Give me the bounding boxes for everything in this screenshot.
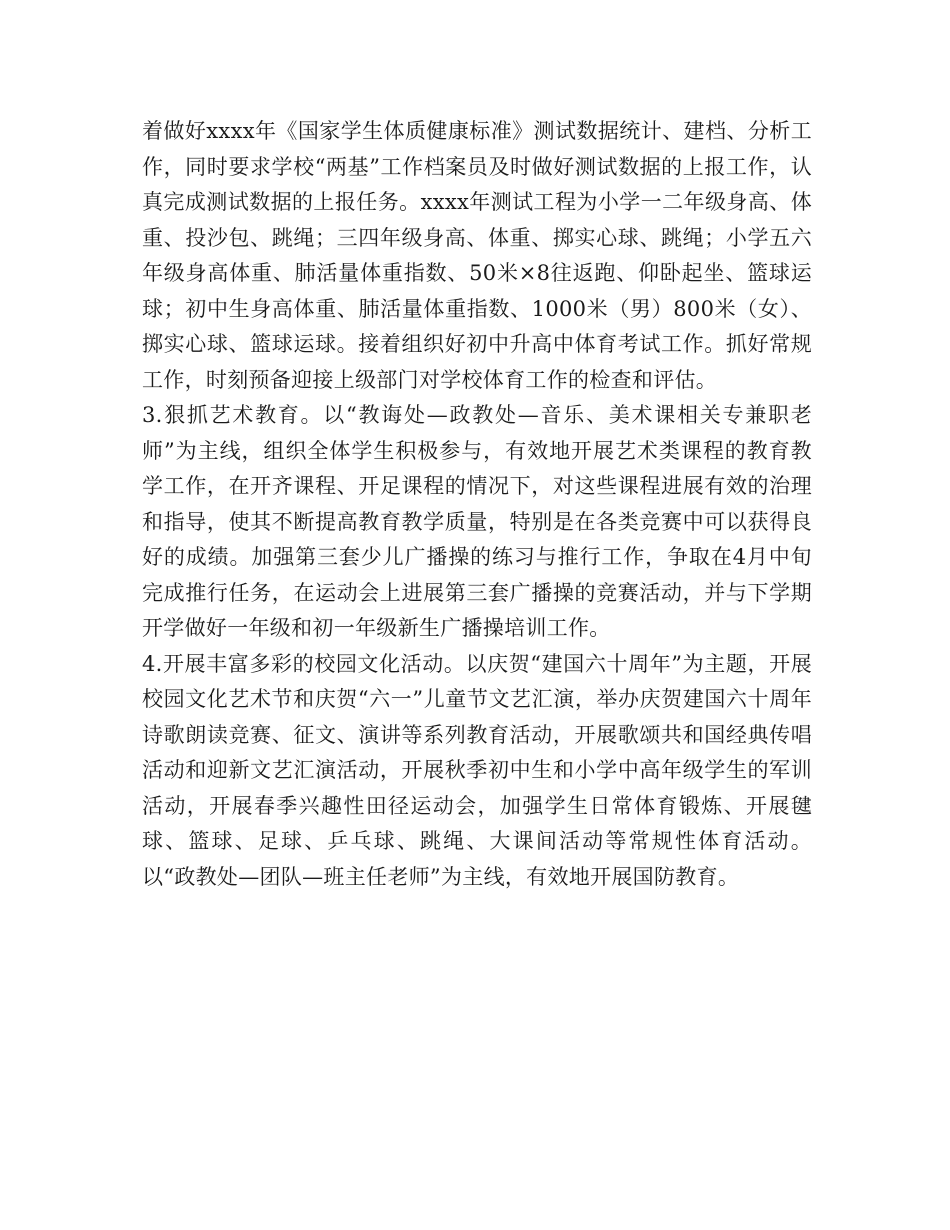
paragraph-campus-culture: 4.开展丰富多彩的校园文化活动。以庆贺“建国六十周年”为主题，开展校园文化艺术节和庆贺“六一”儿童节文艺汇演，举办庆贺建国六十周年诗歌朗读竞赛、征文、演讲等系列教育活动，开展歌颂共和国经典传唱活动和迎新文艺汇演活动，开展秋季初中生和小学中高年级学生的军训活动，开展春季兴趣性田径运动会，加强学生日常体育锻炼、开展毽球、篮球、足球、乒乓球、跳绳、大课间活动等常规性体育活动。以“政教处—团队—班主任老师”为主线，有效地开展国防教育。	[142, 651, 812, 889]
paragraph-test-data: 着做好xxxx年《国家学生体质健康标准》测试数据统计、建档、分析工作，同时要求学校“两基”工作档案员及时做好测试数据的上报工作，认真完成测试数据的上报任务。xxxx年测试工程为小学一二年级身高、体重、投沙包、跳绳；三四年级身高、体重、掷实心球、跳绳；小学五六年级身高体重、肺活量体重指数、50米×8往返跑、仰卧起坐、篮球运球；初中生身高体重、肺活量体重指数、1000米（男）800米（女）、掷实心球、篮球运球。接着组织好初中升高中体育考试工作。抓好常规工作，时刻预备迎接上级部门对学校体育工作的检查和评估。	[142, 119, 812, 392]
paragraph-art-education: 3.狠抓艺术教育。以“教诲处—政教处—音乐、美术课相关专兼职老师”为主线，组织全体学生积极参与，有效地开展艺术类课程的教育教学工作，在开齐课程、开足课程的情况下，对这些课程进展有效的治理和指导，使其不断提高教育教学质量，特别是在各类竞赛中可以获得良好的成绩。加强第三套少儿广播操的练习与推行工作，争取在4月中旬完成推行任务，在运动会上进展第三套广播操的竞赛活动，并与下学期开学做好一年级和初一年级新生广播操培训工作。	[142, 403, 812, 640]
